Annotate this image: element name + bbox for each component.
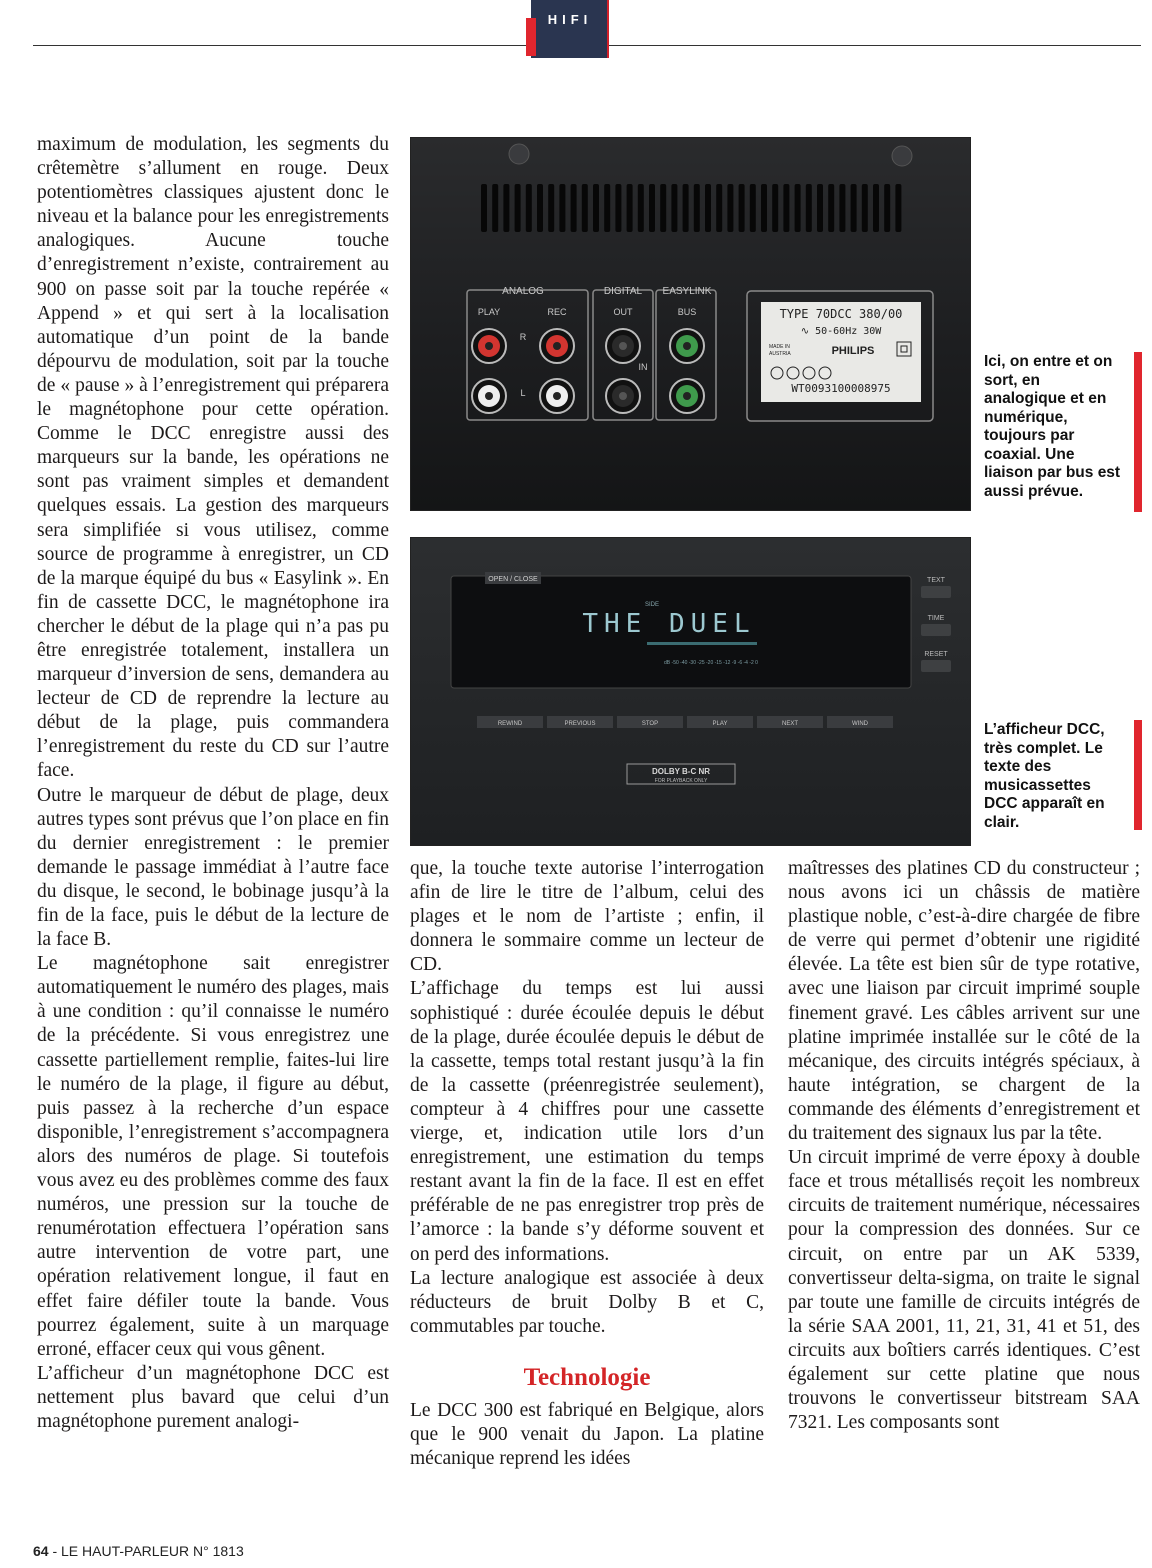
level-scale: dB -50 -40 -30 -25 -20 -15 -12 -9 -6 -4 -2 0: [664, 660, 758, 666]
rca-jack-bus-1: [670, 329, 704, 363]
bus-label: BUS: [677, 307, 697, 317]
transport-button-label: PLAY: [712, 721, 728, 727]
reset-button[interactable]: [921, 660, 951, 672]
reset-button-label: RESET: [924, 651, 948, 658]
rca-jack-play-r: [472, 329, 506, 363]
rear-panel-illustration: [411, 138, 970, 510]
rca-jack-play-l: [472, 379, 506, 413]
caption-accent-bar: [1134, 720, 1142, 830]
plate-power-text: ∿ 50-60Hz 30W: [800, 326, 882, 337]
paragraph: que, la touche texte autorise l’interrogation afin de lire le titre de l’album, celui des plages et le nom de l’artiste ; enfin, il donnera le sommaire comme un lecteur de CD.: [410, 858, 764, 976]
rca-jack-rec-r: [540, 329, 574, 363]
open-close-label: OPEN / CLOSE: [488, 576, 538, 583]
transport-button-wind[interactable]: [827, 716, 893, 728]
transport-button-label: STOP: [641, 721, 659, 727]
transport-button-play[interactable]: [687, 716, 753, 728]
transport-button-label: PREVIOUS: [564, 721, 596, 727]
plate-type-text: TYPE 70DCC 380/00: [779, 307, 903, 321]
transport-button-rewind[interactable]: [477, 716, 543, 728]
dolby-sub-label: FOR PLAYBACK ONLY: [654, 778, 708, 784]
text-button-label: TEXT: [927, 577, 945, 584]
display-illustration: [411, 538, 970, 845]
transport-button-previous[interactable]: [547, 716, 613, 728]
plate-serial-text: WT0093100008975: [791, 382, 891, 395]
paragraph: Un circuit imprimé de verre époxy à double face et trous métallisés reçoit les nombreux circuits de traitement numérique, nécessaires pour la compression des données. Sur ce circuit, on entre par un AK 5339, convertisseur delta-sigma, on traite le signal par toute une famille de circuits intégrés de la série SAA 2001, 11, 21, 31, 41 et 51, des circuits aux boîtiers carrés identiques. C’est également sur cette platine que nous trouvons le convertisseur bitstream SAA 7321. Les composants sont: [788, 1147, 1140, 1434]
transport-buttons: [477, 716, 893, 728]
transport-button-label: NEXT: [781, 721, 799, 727]
group-analog-label: ANALOG: [502, 286, 544, 297]
rca-jack-digital-out: [606, 329, 640, 363]
paragraph: Le magnétophone sait enregistrer automatiquement le numéro des plages, mais à une condition : qu’il connaisse le numéro de la précédente. Si vous enregistrez une cassette partiellement remplie, faites-lui lire le numéro de la plage, il figure au début, puis passez à la recherche d’un espace disponible, l’enregistrement s’accompagnera alors des numéros de plage. Si toutefois vous avez eu des problèmes comme des faux numéros, une pression sur la touche de renumérotation effectuera l’opération sans autre intervention de votre part, une opération relativement longue, il faut en effet faire défiler toute la bande. Vous pourrez également, suite à un marquage erroné, effacer ceux qui vous gênent.: [37, 953, 389, 1360]
transport-button-next[interactable]: [757, 716, 823, 728]
text-column-1: [37, 133, 389, 1434]
plate-brand-text: PHILIPS: [831, 345, 875, 357]
out-label: OUT: [613, 307, 633, 317]
magazine-name: - LE HAUT-PARLEUR N° 1813: [52, 1543, 244, 1559]
rca-jack-rec-l: [540, 379, 574, 413]
group-digital-label: DIGITAL: [603, 286, 643, 297]
time-button[interactable]: [921, 624, 951, 636]
display-title-text: THE DUEL: [582, 609, 756, 639]
page-number: 64: [33, 1543, 49, 1559]
rca-jack-digital-in: [606, 379, 640, 413]
caption-display: L’afficheur DCC, très complet. Le texte des musicassettes DCC apparaît en clair.: [984, 721, 1105, 831]
section-label: HIFI: [547, 12, 593, 27]
text-column-3: [788, 857, 1140, 1435]
header-rule-left: [33, 45, 531, 46]
paragraph: L’afficheur d’un magnétophone DCC est nettement plus bavard que celui d’un magnétophone purement analogi-: [37, 1362, 389, 1432]
text-column-2: [410, 857, 764, 1471]
paragraph: Outre le marqueur de début de plage, deux autres types sont prévus que l’on place en fin du dernier enregistrement : le premier demande le passage immédiat à l’autre face du disque, le second, le bobinage jusqu’à la fin de la face, puis le début de la lecture de la face B.: [37, 784, 389, 951]
rear-panel-photo: [410, 137, 971, 511]
plate-country-text: AUSTRIA: [769, 351, 791, 357]
paragraph: maîtresses des platines CD du constructeur ; nous avons ici un châssis de matière plastique noble, c’est-à-dire chargée de fibre de verre qui permet d’obtenir une rigidité élevée. La tête est bien sûr de type rotative, avec une liaison par circuit imprimé souple finement gravé. Les câbles arrivent sur une platine imprimée installée sur le côté de la mécanique, des circuits intégrés spéciaux, à haute intégration, se chargent de la commande des éléments d’enregistrement et du traitement des signaux lus par la tête.: [788, 858, 1140, 1145]
level-meter: [647, 642, 757, 645]
paragraph: La lecture analogique est associée à deux réducteurs de bruit Dolby B et C, commutables par touche.: [410, 1267, 764, 1337]
l-label: L: [520, 388, 526, 398]
rca-jack-bus-2: [670, 379, 704, 413]
side-label: SIDE: [645, 602, 660, 608]
caption-accent-bar: [1134, 352, 1142, 512]
in-label: IN: [638, 362, 648, 372]
time-button-label: TIME: [927, 615, 945, 622]
transport-button-label: REWIND: [497, 721, 523, 727]
page-footer: [33, 1543, 244, 1559]
group-easylink-label: EASYLINK: [662, 286, 712, 297]
section-heading: Technologie: [523, 1363, 651, 1391]
caption-rear-panel: Ici, on entre et on sort, en analogique et en numérique, toujours par coaxial. Une liaison par bus est aussi prévue.: [984, 353, 1121, 500]
ventilation-slots: [481, 184, 901, 232]
paragraph: Le DCC 300 est fabriqué en Belgique, alors que le 900 venait du Japon. La platine mécanique reprend les idées: [410, 1399, 764, 1470]
paragraph: L’affichage du temps est lui aussi sophistiqué : durée écoulée depuis le début de la plage, durée écoulée depuis le début de la cassette, temps total restant jusqu’à la fin de la cassette (préenregistrée seulement), compteur à 4 chiffres pour une cassette vierge, et, indication utile lors d’un enregistrement, une estimation du temps restant avant la fin de la face. Il est en effet préférable de ne pas enregistrer trop près de l’amorce : la bande s’y déforme souvent et on perd des informations.: [410, 978, 764, 1265]
play-label: PLAY: [477, 307, 501, 317]
text-button[interactable]: [921, 586, 951, 598]
rec-label: REC: [547, 307, 567, 317]
display-photo: [410, 537, 971, 846]
transport-button-label: WIND: [852, 721, 868, 727]
header-rule-right: [609, 45, 1141, 46]
plate-made-text: MADE IN: [769, 344, 790, 350]
section-tab: [531, 0, 609, 58]
dolby-label: DOLBY B-C NR: [651, 767, 711, 776]
transport-button-stop[interactable]: [617, 716, 683, 728]
paragraph: maximum de modulation, les segments du crêtemètre s’allument en rouge. Deux potentiomètres classiques ajustent donc le niveau et la balance pour les enregistrements analogiques. Aucune touche d’enregistrement n’existe, contrairement au 900 on passe soit par la touche repérée « Append » et qui sert à la localisation automatique d’un point de la bande dépourvu de modulation, soit par la touche de « pause » à l’enregistrement qui préparera le magnétophone pour cette opération. Comme le DCC enregistre aussi des marqueurs sur la bande, les opérations ne sont pas vraiment simples et demandent quelques essais. La gestion des marqueurs sera simplifiée si vous utilisez, comme source de programme à enregistrer, un CD de la marque équipé du bus « Easylink ». En fin de cassette DCC, le magnétophone ira chercher le début de la plage qui n’a pas pu être enregistrée totalement, installera un marqueur d’inversion de sens, demandera au lecteur de CD de reprendre la lecture au début de la plage, puis commandera l’enregistrement du reste du CD sur l’autre face.: [37, 134, 389, 782]
r-label: R: [519, 332, 527, 342]
